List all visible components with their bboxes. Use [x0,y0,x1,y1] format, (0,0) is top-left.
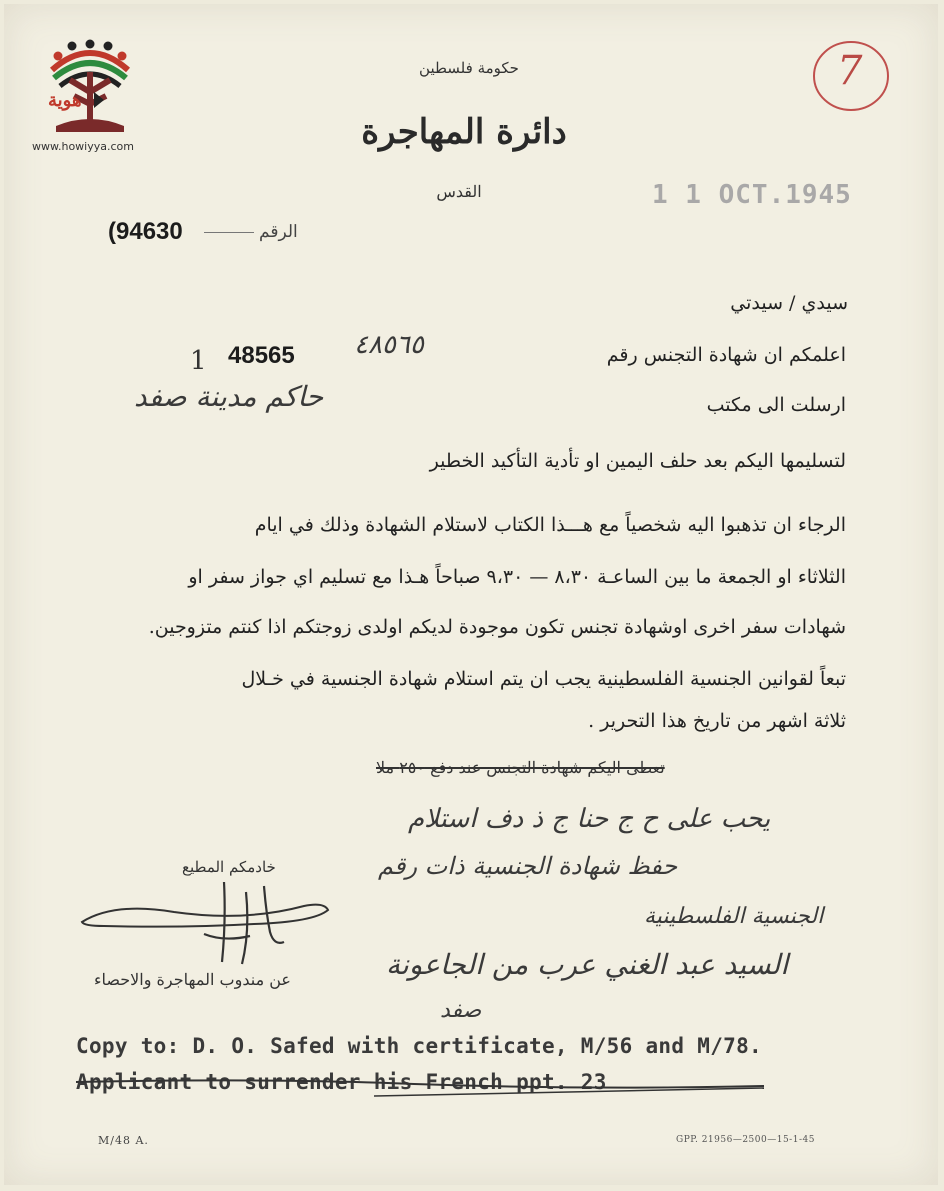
body-line-1: اعلمكم ان شهادة التجنس رقم [606,344,846,366]
cert-number-typed: 48565 [228,342,295,369]
salutation: سيدي / سيدتي [730,292,848,314]
cert-tick-mark: 1 [190,346,207,376]
cert-number-handwritten: ٤٨٥٦٥ [354,330,424,360]
handwritten-note-4: السيد عبد الغني عرب من الجاعونة [386,948,789,981]
circled-page-number [809,34,893,118]
department-title: دائرة المهاجرة [361,112,567,152]
signature-title: خادمكم المطيع [182,858,276,876]
handwritten-note-3: الجنسية الفلسطينية [644,904,824,929]
city-name: القدس [436,182,482,201]
body-line-3: لتسليمها اليكم بعد حلف اليمين او تأدية التأكيد الخطير [429,450,846,472]
number-underline [204,232,254,233]
paragraph-1-line-2: الثلاثاء او الجمعة ما بين الساعـة ٨،٣٠ — ٩،٣٠ صباحاً هـذا مع تسليم اي جواز سفر او [188,566,846,588]
play-icon [94,92,104,108]
logo-url: www.howiyya.com [32,140,134,153]
copy-to-line: Copy to: D. O. Safed with certificate, M/56 and M/78. [76,1034,762,1058]
paragraph-1-line-3: شهادات سفر اخرى اوشهادة تجنس تكون موجودة لديكم اولدى زوجتكم اذا كنتم متزوجين. [148,616,846,638]
paragraph-2-line-1: تبعاً لقوانين الجنسية الفلسطينية يجب ان يتم استلام شهادة الجنسية في خـلال [241,668,846,690]
applicant-note-line: Applicant to surrender his French ppt. 23 [76,1070,607,1094]
printer-code: GPP. 21956—2500—15-1-45 [676,1135,815,1145]
office-handwritten: حاكم مدينة صفد [134,380,324,413]
body-line-2: ارسلت الى مكتب [706,394,846,416]
reference-number: (94630 [108,218,183,245]
number-label: الرقم [259,222,298,242]
handwritten-signature-icon [74,872,334,982]
logo-arabic-word: هوية [48,90,82,111]
form-code: M/48 A. [98,1134,149,1147]
paragraph-1-line-1: الرجاء ان تذهبوا اليه شخصياً مع هـــذا الكتاب لاستلام الشهادة وذلك في ايام [254,514,846,536]
paragraph-2-line-2: ثلاثة اشهر من تاريخ هذا التحرير . [588,710,846,732]
date-stamp: 1 1 OCT.1945 [652,180,852,210]
signature-under-text: عن مندوب المهاجرة والاحصاء [94,970,291,989]
tree-logo-icon [30,22,150,154]
strike-through-icon [74,1074,774,1100]
handwritten-note-2: حفظ شهادة الجنسية ذات رقم [378,852,678,880]
struck-fee-line: تعطى اليكم شهادة التجنس عند دفع ٢٥٠ ملا [376,758,665,777]
document-page [4,4,938,1185]
handwritten-note-1: يحب على ح ج حنا ج ذ دف استلام [408,804,771,834]
circled-number: 7 [837,48,863,94]
handwritten-note-5: صفد [440,998,482,1023]
government-title: حكومة فلسطين [419,59,519,77]
